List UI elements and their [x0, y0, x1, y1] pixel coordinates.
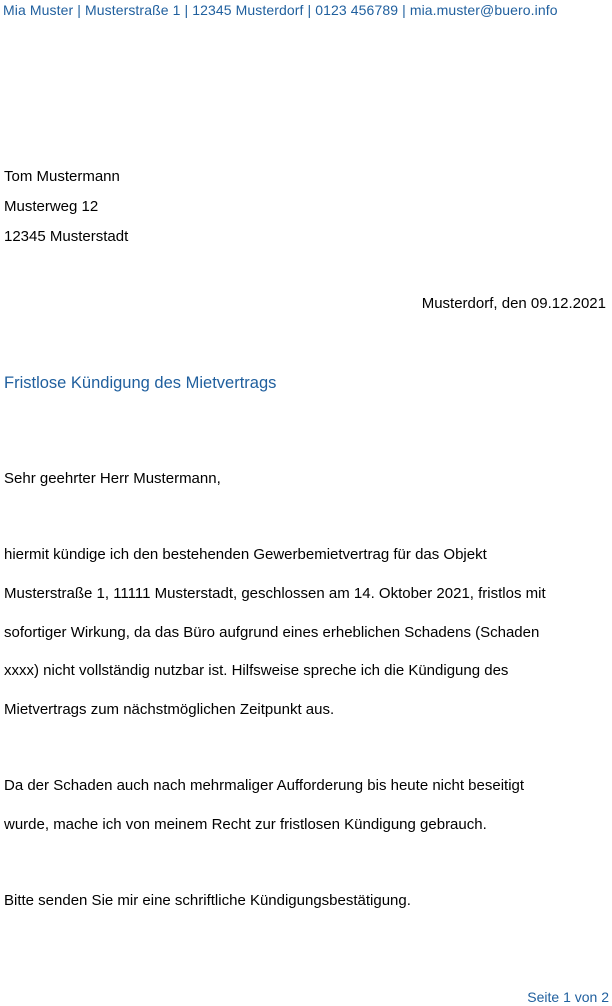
body-p1-line-1: hiermit kündige ich den bestehenden Gewerbemietvertrag für das Objekt	[4, 546, 487, 563]
recipient-street: Musterweg 12	[4, 198, 99, 215]
salutation: Sehr geehrter Herr Mustermann,	[4, 470, 221, 487]
body-p2-line-1: Da der Schaden auch nach mehrmaliger Aufforderung bis heute nicht beseitigt	[4, 777, 525, 794]
recipient-name: Tom Mustermann	[4, 168, 120, 185]
recipient-city: 12345 Musterstadt	[4, 228, 129, 245]
page-number: Seite 1 von 2	[527, 989, 609, 1005]
date-line: Musterdorf, den 09.12.2021	[421, 295, 606, 312]
body-p1-line-2: Musterstraße 1, 11111 Musterstadt, geschlossen am 14. Oktober 2021, fristlos mit	[4, 585, 546, 602]
body-p1-line-3: sofortiger Wirkung, da das Büro aufgrund eines erheblichen Schadens (Schaden	[4, 624, 540, 641]
subject-heading: Fristlose Kündigung des Mietvertrags	[4, 374, 277, 392]
body-p1-line-5: Mietvertrags zum nächstmöglichen Zeitpunkt aus.	[4, 701, 335, 718]
body-p2-line-2: wurde, mache ich von meinem Recht zur fristlosen Kündigung gebrauch.	[4, 816, 487, 833]
body-p3: Bitte senden Sie mir eine schriftliche Kündigungsbestätigung.	[4, 892, 411, 909]
body-p1-line-4: xxxx) nicht vollständig nutzbar ist. Hilfsweise spreche ich die Kündigung des	[4, 662, 509, 679]
sender-line: Mia Muster | Musterstraße 1 | 12345 Musterdorf | 0123 456789 | mia.muster@buero.info	[3, 2, 558, 18]
